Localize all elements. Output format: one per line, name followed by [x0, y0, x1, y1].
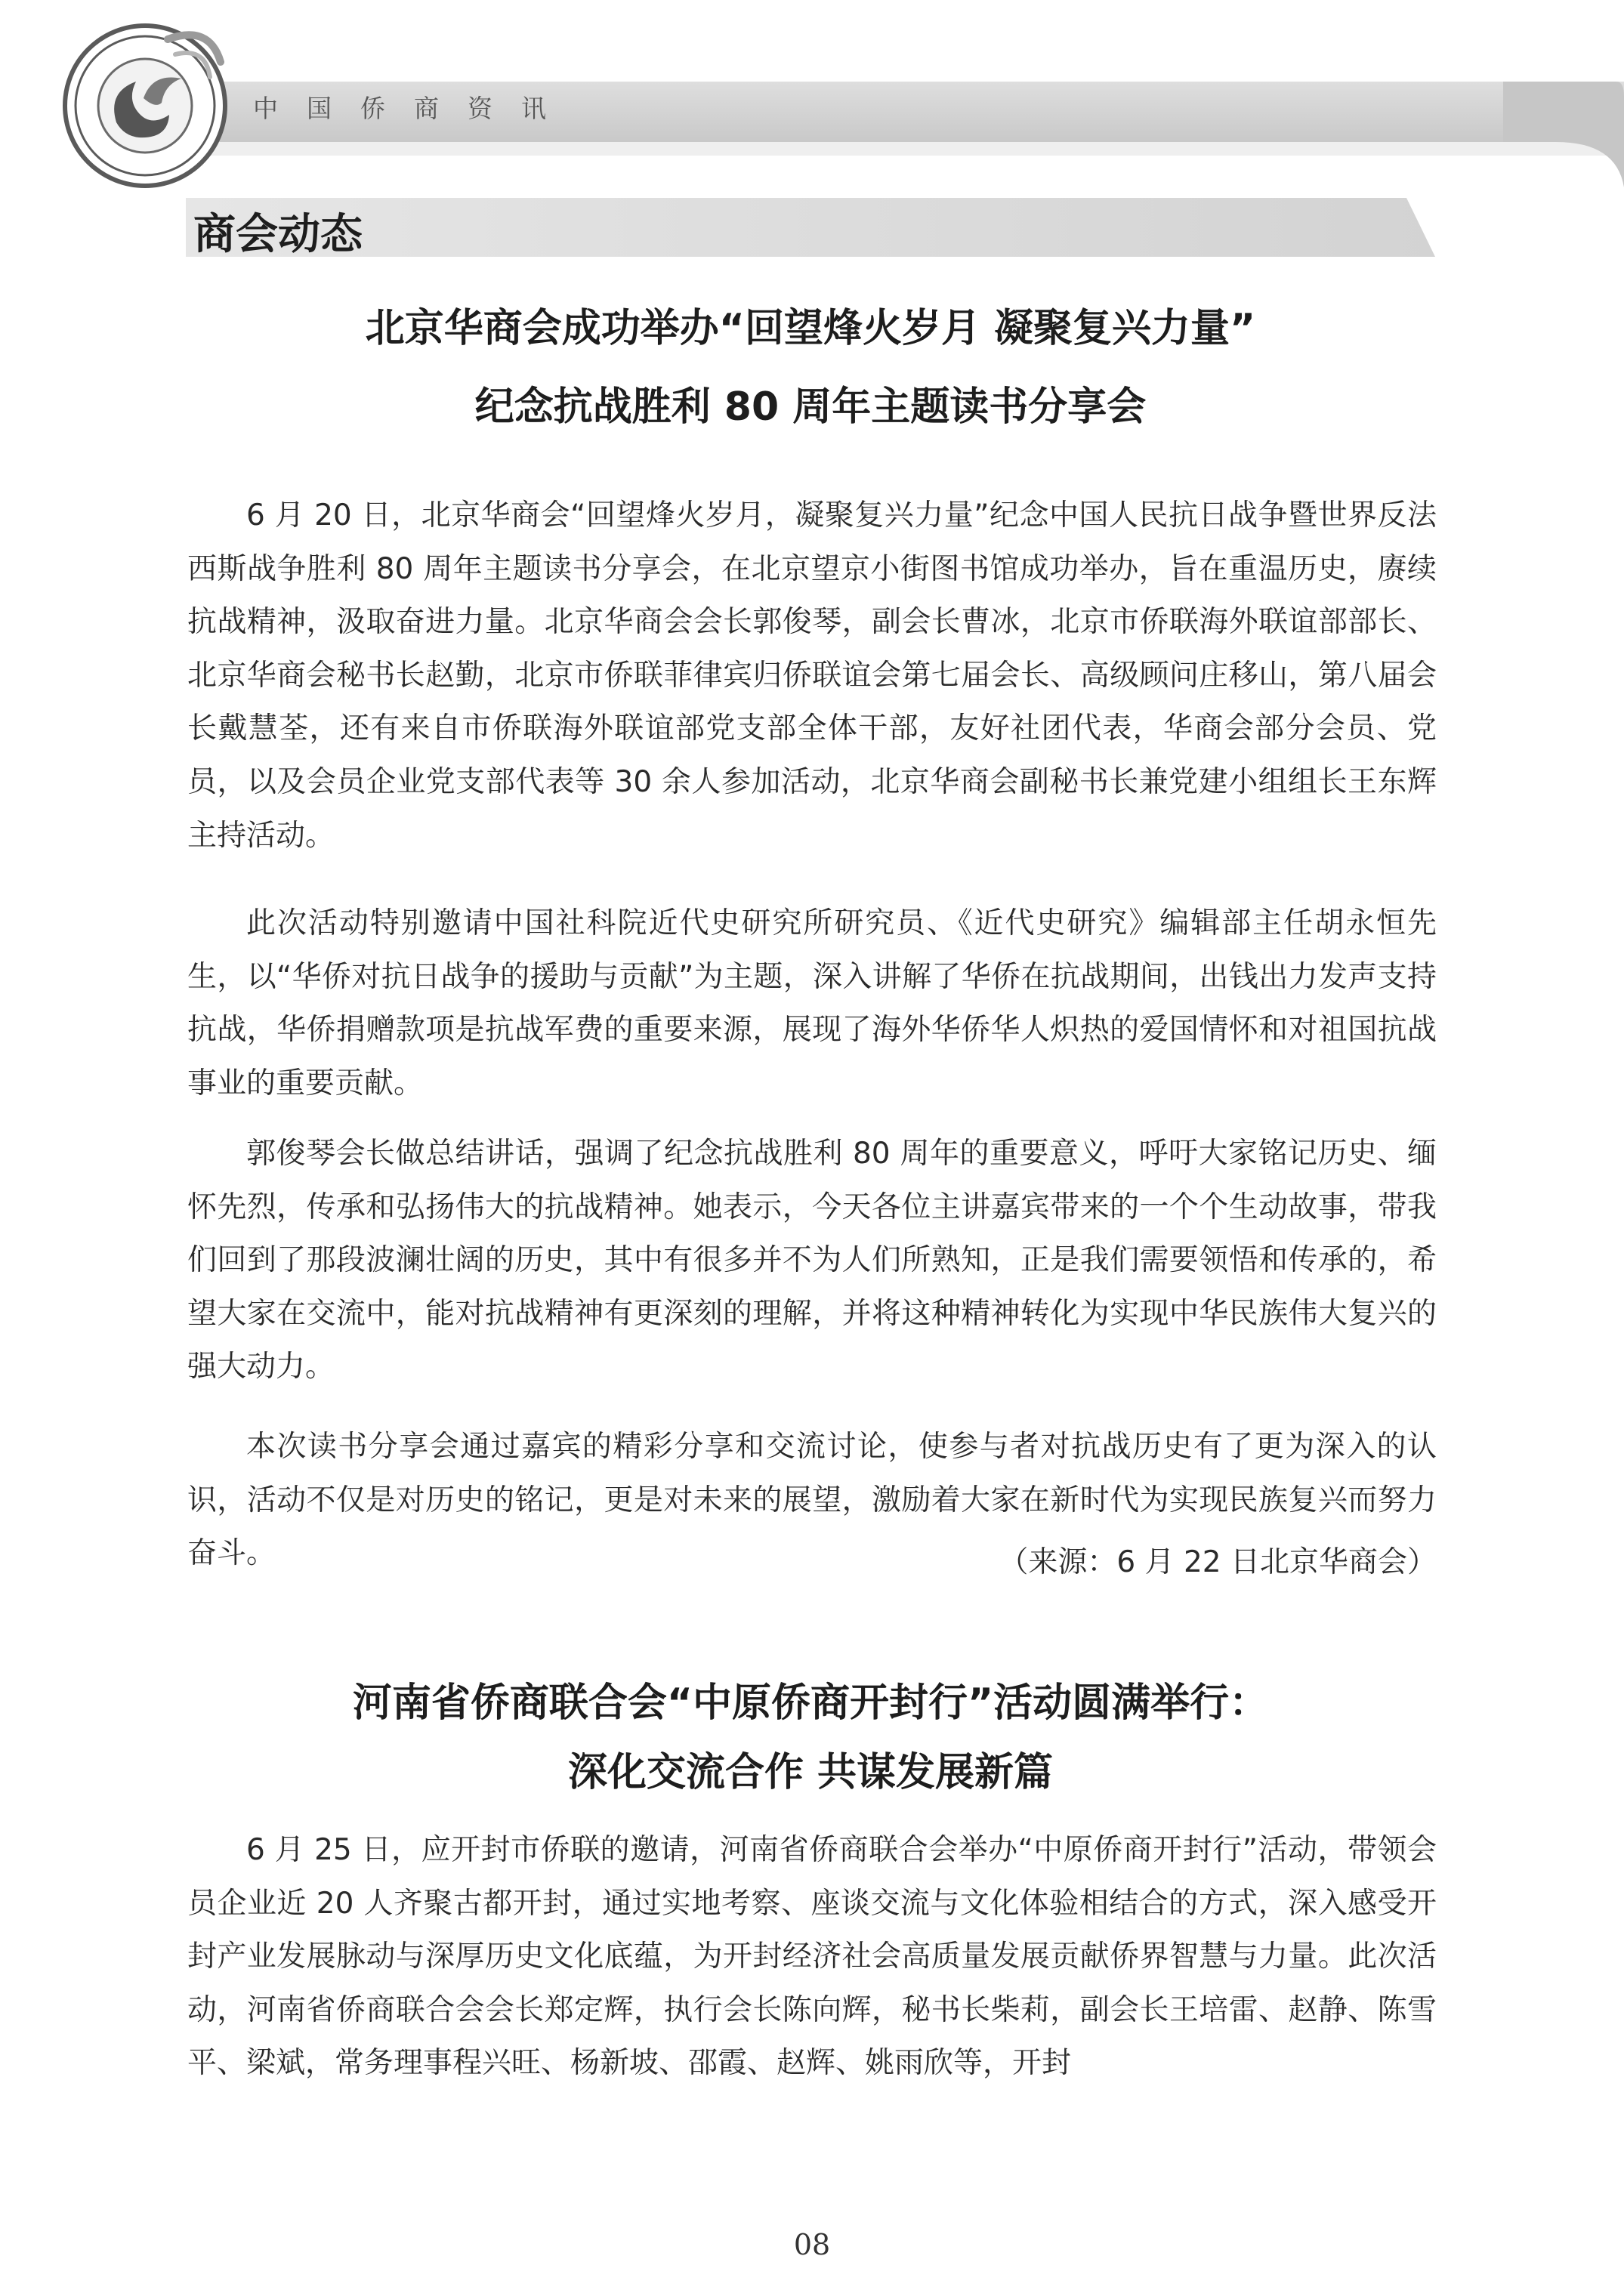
article1-title-line1: 北京华商会成功举办“回望烽火岁月 凝聚复兴力量” — [365, 306, 1256, 351]
header-band-lower — [208, 142, 1624, 156]
article1-source: （来源：6 月 22 日北京华商会） — [999, 1545, 1437, 1579]
article1-paragraph-3: 郭俊琴会长做总结讲话，强调了纪念抗战胜利 80 周年的重要意义，呼吁大家铭记历史、缅怀先烈，传承和弘扬伟大的抗战精神。她表示，今天各位主讲嘉宾带来的一个个生动故事，带我们回到了那段波澜壮阔的历史，其中有很多并不为人们所熟知，正是我们需要领悟和传承的，希望大家在交流中，能对抗战精神有更深刻的理解，并将这种精神转化为实现中华民族伟大复兴的强大动力。 — [187, 1137, 1437, 1384]
article1-title-line2: 纪念抗战胜利 80 周年主题读书分享会 — [474, 384, 1147, 430]
article1-paragraph-4: 本次读书分享会通过嘉宾的精彩分享和交流讨论，使参与者对抗战历史有了更为深入的认识，活动不仅是对历史的铭记，更是对未来的展望，激励着大家在新时代为实现民族复兴而努力奋斗。 — [187, 1430, 1437, 1571]
article1-paragraph-2: 此次活动特别邀请中国社科院近代史研究所研究员、《近代史研究》编辑部主任胡永恒先生，以“华侨对抗日战争的援助与贡献”为主题，深入讲解了华侨在抗战期间，出钱出力发声支持抗战，华侨捐赠款项是抗战军费的重要来源，展现了海外华侨华人炽热的爱国情怀和对祖国抗战事业的重要贡献。 — [187, 906, 1437, 1100]
page-number: 08 — [793, 2228, 831, 2261]
article2-paragraph-1: 6 月 25 日，应开封市侨联的邀请，河南省侨商联合会举办“中原侨商开封行”活动，带领会员企业近 20 人齐聚古都开封，通过实地考察、座谈交流与文化体验相结合的方式，深入感受开封产业发展脉动与深厚历史文化底蕴，为开封经济社会高质量发展贡献侨界智慧与力量。此次活动，河南省侨商联合会会长郑定辉，执行会长陈向辉，秘书长柴莉，副会长王培雷、赵静、陈雪平、梁斌，常务理事程兴旺、杨新坡、邵霞、赵辉、姚雨欣等，开封 — [187, 1833, 1437, 2081]
header-title: 中国侨商资讯 — [253, 94, 575, 123]
section-title: 商会动态 — [193, 209, 363, 259]
section-bar — [186, 198, 1435, 257]
article2-title-line2: 深化交流合作 共谋发展新篇 — [567, 1750, 1054, 1795]
article1-paragraph-1: 6 月 20 日，北京华商会“回望烽火岁月，凝聚复兴力量”纪念中国人民抗日战争暨世界反法西斯战争胜利 80 周年主题读书分享会，在北京望京小街图书馆成功举办，旨在重温历史，赓续抗战精神，汲取奋进力量。北京华商会会长郭俊琴，副会长曹冰，北京市侨联海外联谊部部长、北京华商会秘书长赵勤，北京市侨联菲律宾归侨联谊会第七届会长、高级顾问庄移山，第八届会长戴慧荃，还有来自市侨联海外联谊部党支部全体干部，友好社团代表，华商会部分会员、党员，以及会员企业党支部代表等 30 余人参加活动，北京华商会副秘书长兼党建小组组长王东辉主持活动。 — [187, 498, 1437, 853]
header-corner-curve — [1503, 82, 1624, 187]
federation-logo — [54, 9, 236, 190]
article2-title-line1: 河南省侨商联合会“中原侨商开封行”活动圆满举行： — [352, 1680, 1269, 1726]
